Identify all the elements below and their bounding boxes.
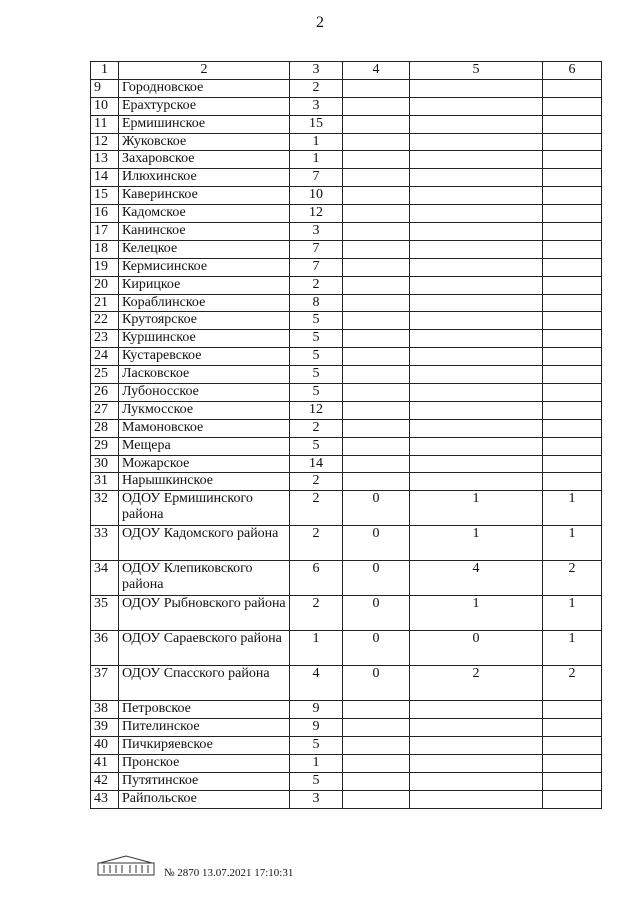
table-cell: Можарское xyxy=(119,455,290,473)
table-cell xyxy=(410,276,543,294)
table-cell xyxy=(410,755,543,773)
table-cell: 2 xyxy=(543,666,602,701)
table-cell: Куршинское xyxy=(119,330,290,348)
table-cell: 0 xyxy=(343,631,410,666)
table-row xyxy=(91,526,602,561)
table-cell xyxy=(543,169,602,187)
table-cell: Петровское xyxy=(119,701,290,719)
table-cell: Келецкое xyxy=(119,240,290,258)
table-cell xyxy=(343,133,410,151)
table-cell xyxy=(410,790,543,808)
table-cell xyxy=(343,719,410,737)
header-cell: 6 xyxy=(543,62,602,80)
table-cell: Илюхинское xyxy=(119,169,290,187)
table-cell: 2 xyxy=(290,596,343,631)
table-row xyxy=(91,366,602,384)
table-row xyxy=(91,491,602,526)
table-cell: 4 xyxy=(290,666,343,701)
table-cell: 14 xyxy=(91,169,119,187)
table-cell xyxy=(410,258,543,276)
table-cell: 15 xyxy=(91,187,119,205)
table-cell xyxy=(410,133,543,151)
table-cell xyxy=(410,719,543,737)
table-cell: 22 xyxy=(91,312,119,330)
header-cell: 5 xyxy=(410,62,543,80)
table-cell: Городновское xyxy=(119,79,290,97)
table-row xyxy=(91,330,602,348)
table-cell: 2 xyxy=(290,276,343,294)
table-cell: 0 xyxy=(343,491,410,526)
table-cell: 0 xyxy=(343,561,410,596)
table-cell: 8 xyxy=(290,294,343,312)
table-cell: 12 xyxy=(91,133,119,151)
table-cell: 1 xyxy=(410,491,543,526)
table-row xyxy=(91,187,602,205)
table-cell xyxy=(543,205,602,223)
table-cell: 2 xyxy=(290,526,343,561)
table-row xyxy=(91,755,602,773)
table-header-row xyxy=(91,62,602,80)
table-cell: Лубоносское xyxy=(119,384,290,402)
table-cell: Мещера xyxy=(119,437,290,455)
table-cell xyxy=(543,419,602,437)
table-cell xyxy=(543,401,602,419)
table-cell: 33 xyxy=(91,526,119,561)
table-cell: 1 xyxy=(290,133,343,151)
table-row xyxy=(91,473,602,491)
table-cell: 5 xyxy=(290,384,343,402)
table-cell: 5 xyxy=(290,772,343,790)
table-cell: 0 xyxy=(343,526,410,561)
table-cell: 1 xyxy=(290,631,343,666)
table-cell: 34 xyxy=(91,561,119,596)
table-cell: 1 xyxy=(543,631,602,666)
table-cell: 1 xyxy=(410,596,543,631)
table-cell: 32 xyxy=(91,491,119,526)
table-cell xyxy=(343,737,410,755)
table-row xyxy=(91,312,602,330)
table-cell: 21 xyxy=(91,294,119,312)
table-cell: Ласковское xyxy=(119,366,290,384)
table-cell: 0 xyxy=(343,666,410,701)
table-cell: Канинское xyxy=(119,223,290,241)
table-cell xyxy=(543,115,602,133)
table-cell: Кадомское xyxy=(119,205,290,223)
table-cell xyxy=(410,473,543,491)
table-row xyxy=(91,240,602,258)
table-cell: ОДОУ Сараевского района xyxy=(119,631,290,666)
header-cell: 1 xyxy=(91,62,119,80)
table-cell: 13 xyxy=(91,151,119,169)
table-cell xyxy=(343,455,410,473)
table-cell xyxy=(543,133,602,151)
table-cell xyxy=(543,366,602,384)
table-cell: Захаровское xyxy=(119,151,290,169)
table-cell xyxy=(543,151,602,169)
table-cell: Пронское xyxy=(119,755,290,773)
table-row xyxy=(91,79,602,97)
table-cell xyxy=(343,755,410,773)
table-cell: 30 xyxy=(91,455,119,473)
table-cell: 25 xyxy=(91,366,119,384)
table-cell: 1 xyxy=(543,491,602,526)
table-cell: 1 xyxy=(290,755,343,773)
table-cell xyxy=(543,348,602,366)
table-cell xyxy=(410,294,543,312)
table-cell xyxy=(410,401,543,419)
table-cell: Кермисинское xyxy=(119,258,290,276)
table-cell: 38 xyxy=(91,701,119,719)
table-cell: ОДОУ Клепиковского района xyxy=(119,561,290,596)
table-row xyxy=(91,737,602,755)
table-row xyxy=(91,223,602,241)
building-stamp-icon xyxy=(96,855,156,877)
table-cell xyxy=(410,97,543,115)
table-cell xyxy=(343,366,410,384)
table-cell: 5 xyxy=(290,437,343,455)
table-cell: 41 xyxy=(91,755,119,773)
table-cell xyxy=(343,384,410,402)
table-cell: Ермишинское xyxy=(119,115,290,133)
table-cell: 23 xyxy=(91,330,119,348)
table-cell: 37 xyxy=(91,666,119,701)
table-cell xyxy=(543,384,602,402)
table-row xyxy=(91,790,602,808)
table-row xyxy=(91,258,602,276)
table-cell xyxy=(343,187,410,205)
table-cell: Жуковское xyxy=(119,133,290,151)
table-cell: 20 xyxy=(91,276,119,294)
table-cell xyxy=(543,223,602,241)
table-cell xyxy=(343,473,410,491)
table-row xyxy=(91,701,602,719)
table-cell: 2 xyxy=(543,561,602,596)
table-row xyxy=(91,596,602,631)
table-cell: 12 xyxy=(290,401,343,419)
table-cell: Кирицкое xyxy=(119,276,290,294)
table-cell xyxy=(343,115,410,133)
table-cell: 12 xyxy=(290,205,343,223)
table-cell xyxy=(343,151,410,169)
table-cell xyxy=(343,312,410,330)
table-cell xyxy=(410,701,543,719)
table-cell xyxy=(410,151,543,169)
table-row xyxy=(91,419,602,437)
table-cell: Путятинское xyxy=(119,772,290,790)
table-cell: 5 xyxy=(290,312,343,330)
table-cell: 3 xyxy=(290,97,343,115)
table-cell xyxy=(343,701,410,719)
table-cell xyxy=(543,719,602,737)
table-cell xyxy=(410,79,543,97)
table-cell: 5 xyxy=(290,737,343,755)
table-cell xyxy=(343,401,410,419)
footer xyxy=(96,855,396,885)
table-cell xyxy=(410,330,543,348)
table-cell xyxy=(543,294,602,312)
table-cell: ОДОУ Рыбновского района xyxy=(119,596,290,631)
table-cell xyxy=(343,97,410,115)
table-cell xyxy=(543,455,602,473)
header-cell: 3 xyxy=(290,62,343,80)
table-cell: Пичкиряевское xyxy=(119,737,290,755)
table-cell: 42 xyxy=(91,772,119,790)
table-cell: 19 xyxy=(91,258,119,276)
table-row xyxy=(91,772,602,790)
table-cell: 31 xyxy=(91,473,119,491)
registration-number: № 2870 13.07.2021 17:10:31 xyxy=(164,867,294,879)
table-cell: 11 xyxy=(91,115,119,133)
table-cell xyxy=(343,205,410,223)
table-cell: 5 xyxy=(290,366,343,384)
table-cell xyxy=(543,790,602,808)
table-cell xyxy=(543,187,602,205)
table-cell: 7 xyxy=(290,258,343,276)
table-cell xyxy=(543,755,602,773)
table-row xyxy=(91,348,602,366)
table-cell: 0 xyxy=(343,596,410,631)
table-cell xyxy=(543,276,602,294)
table-row xyxy=(91,666,602,701)
table-cell: 27 xyxy=(91,401,119,419)
table-cell xyxy=(410,240,543,258)
table-row xyxy=(91,97,602,115)
table-row xyxy=(91,401,602,419)
table-cell: 10 xyxy=(290,187,343,205)
table-cell xyxy=(410,187,543,205)
table-cell xyxy=(543,312,602,330)
table-row xyxy=(91,133,602,151)
table-cell: 2 xyxy=(290,79,343,97)
table-cell xyxy=(343,169,410,187)
table-row xyxy=(91,719,602,737)
table-cell: 18 xyxy=(91,240,119,258)
table-cell: 36 xyxy=(91,631,119,666)
table-cell: 5 xyxy=(290,330,343,348)
table-cell xyxy=(343,258,410,276)
table-cell: 39 xyxy=(91,719,119,737)
table-cell: 5 xyxy=(290,348,343,366)
table-cell: Ерахтурское xyxy=(119,97,290,115)
table-cell xyxy=(410,223,543,241)
table-cell xyxy=(543,97,602,115)
table-cell xyxy=(343,294,410,312)
table-cell: Пителинское xyxy=(119,719,290,737)
table-cell: 1 xyxy=(543,596,602,631)
table-row xyxy=(91,276,602,294)
data-table xyxy=(90,61,602,809)
table-cell: 17 xyxy=(91,223,119,241)
table-cell xyxy=(410,384,543,402)
table-cell xyxy=(410,115,543,133)
table-cell xyxy=(410,205,543,223)
table-cell: 2 xyxy=(290,473,343,491)
table-cell: 0 xyxy=(410,631,543,666)
table-cell: 14 xyxy=(290,455,343,473)
table-cell xyxy=(343,276,410,294)
table-row xyxy=(91,561,602,596)
table-cell xyxy=(343,223,410,241)
table-row xyxy=(91,294,602,312)
table-cell: 15 xyxy=(290,115,343,133)
table-cell xyxy=(543,437,602,455)
table-cell: 9 xyxy=(290,701,343,719)
table-cell xyxy=(543,258,602,276)
table-cell: 2 xyxy=(290,491,343,526)
table-cell: 29 xyxy=(91,437,119,455)
table-cell xyxy=(410,169,543,187)
table-cell: Райпольское xyxy=(119,790,290,808)
table-cell: 1 xyxy=(543,526,602,561)
table-row xyxy=(91,151,602,169)
table-cell xyxy=(543,79,602,97)
table-cell: Мамоновское xyxy=(119,419,290,437)
table-cell xyxy=(410,737,543,755)
table-cell: 10 xyxy=(91,97,119,115)
table-cell: 40 xyxy=(91,737,119,755)
table-cell: 43 xyxy=(91,790,119,808)
table-cell xyxy=(343,437,410,455)
table-cell: Крутоярское xyxy=(119,312,290,330)
table-cell: 3 xyxy=(290,223,343,241)
table-row xyxy=(91,205,602,223)
table-cell: 24 xyxy=(91,348,119,366)
table-row xyxy=(91,115,602,133)
table-cell xyxy=(410,348,543,366)
table-cell: 28 xyxy=(91,419,119,437)
table-cell xyxy=(343,772,410,790)
page-number: 2 xyxy=(316,14,324,31)
table-cell: Кораблинское xyxy=(119,294,290,312)
table-cell: 2 xyxy=(410,666,543,701)
table-cell: 26 xyxy=(91,384,119,402)
table-cell: 9 xyxy=(290,719,343,737)
header-cell: 4 xyxy=(343,62,410,80)
table-cell xyxy=(343,330,410,348)
table-cell xyxy=(343,79,410,97)
table-cell xyxy=(543,772,602,790)
table-cell xyxy=(410,437,543,455)
table-cell xyxy=(410,455,543,473)
table-cell: 4 xyxy=(410,561,543,596)
table-cell: Каверинское xyxy=(119,187,290,205)
table-cell: ОДОУ Ермишинского района xyxy=(119,491,290,526)
table-cell xyxy=(543,701,602,719)
table-row xyxy=(91,455,602,473)
table-row xyxy=(91,384,602,402)
table-cell xyxy=(543,737,602,755)
table-cell: Нарышкинское xyxy=(119,473,290,491)
table-cell: ОДОУ Кадомского района xyxy=(119,526,290,561)
table-cell: 2 xyxy=(290,419,343,437)
table-cell xyxy=(410,312,543,330)
table-cell: 35 xyxy=(91,596,119,631)
table-cell xyxy=(410,366,543,384)
table-cell xyxy=(343,348,410,366)
table-cell: 9 xyxy=(91,79,119,97)
table-cell xyxy=(343,240,410,258)
table-cell: Кустаревское xyxy=(119,348,290,366)
table-cell xyxy=(543,240,602,258)
table-cell xyxy=(343,790,410,808)
table-cell: ОДОУ Спасского района xyxy=(119,666,290,701)
table-cell: 16 xyxy=(91,205,119,223)
table-cell: 3 xyxy=(290,790,343,808)
table-cell xyxy=(410,772,543,790)
table-cell xyxy=(410,419,543,437)
table-cell xyxy=(343,419,410,437)
table-cell: 1 xyxy=(290,151,343,169)
table-cell xyxy=(543,330,602,348)
table-row xyxy=(91,169,602,187)
table-cell: 7 xyxy=(290,240,343,258)
table-cell xyxy=(543,473,602,491)
table-row xyxy=(91,437,602,455)
header-cell: 2 xyxy=(119,62,290,80)
table-cell: 7 xyxy=(290,169,343,187)
table-cell: Лукмосское xyxy=(119,401,290,419)
table-cell: 1 xyxy=(410,526,543,561)
table-cell: 6 xyxy=(290,561,343,596)
table-row xyxy=(91,631,602,666)
